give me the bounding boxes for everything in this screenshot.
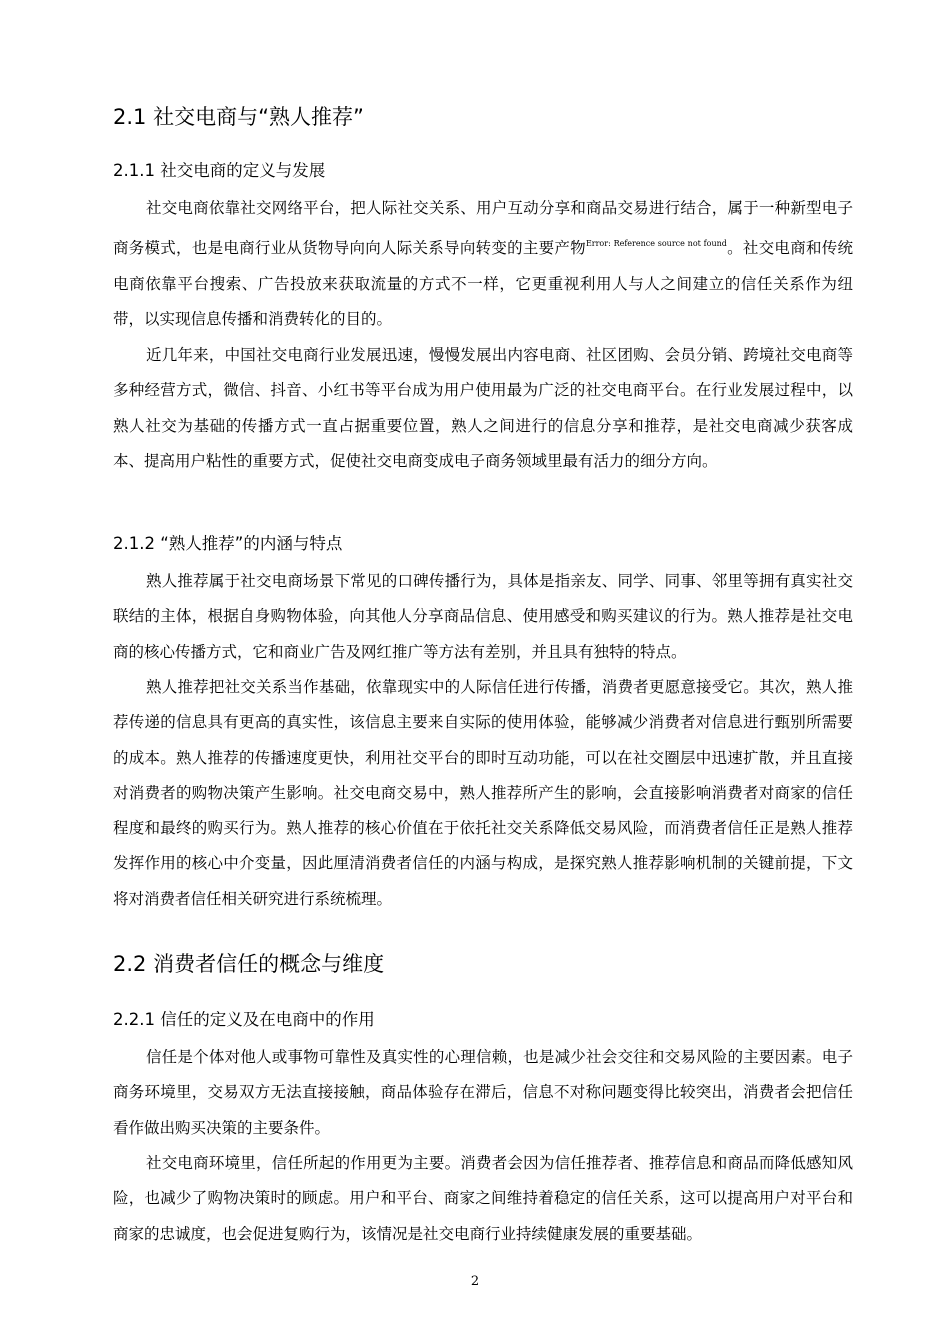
- paragraph: 熟人推荐属于社交电商场景下常见的口碑传播行为，具体是指亲友、同学、同事、邻里等拥有真实社交联结的主体，根据自身购物体验，向其他人分享商品信息、使用感受和购买建议的行为。熟人推荐是社交电商的核心传播方式，它和商业广告及网红推广等方法有差别，并且具有独特的特点。: [113, 572, 853, 661]
- paragraph-text: 社交电商依靠社交网络平台，把人际社交关系、用户互动分享和商品交易进行结合，属于一种新型电子商务模式，也是电商行业从货物导向向人际关系导向转变的主要产物: [113, 199, 853, 258]
- paragraph: 熟人推荐把社交关系当作基础，依靠现实中的人际信任进行传播，消费者更愿意接受它。其次，熟人推荐传递的信息具有更高的真实性，该信息主要来自实际的使用体验，能够减少消费者对信息进行甄别所需要的成本。熟人推荐的传播速度更快，利用社交平台的即时互动功能，可以在社交圈层中迅速扩散，并且直接对消费者的购物决策产生影响。社交电商交易中，熟人推荐所产生的影响，会直接影响消费者对商家的信任程度和最终的购买行为。熟人推荐的核心价值在于依托社交关系降低交易风险，而消费者信任正是熟人推荐发挥作用的核心中介变量，因此厘清消费者信任的内涵与构成，是探究熟人推荐影响机制的关键前提，下文将对消费者信任相关研究进行系统梳理。: [113, 678, 853, 908]
- section-heading-2-1: 2.1 社交电商与“熟人推荐”: [113, 105, 364, 129]
- subsection-heading-2-1-2: 2.1.2 “熟人推荐”的内涵与特点: [113, 534, 343, 553]
- reference-error: Error: Reference source not found: [585, 239, 727, 249]
- paragraph-text: 。社交电商和传统电商依靠平台搜索、广告投放来获取流量的方式不一样，它更重视利用人与人之间建立的信任关系作为纽带，以实现信息传播和消费转化的目的。: [113, 239, 853, 328]
- section-heading-2-2: 2.2 消费者信任的概念与维度: [113, 952, 385, 976]
- paragraph: 信任是个体对他人或事物可靠性及真实性的心理信赖，也是减少社会交往和交易风险的主要因素。电子商务环境里，交易双方无法直接接触，商品体验存在滞后，信息不对称问题变得比较突出，消费者会把信任看作做出购买决策的主要条件。: [113, 1048, 853, 1137]
- page-number: 2: [470, 1274, 480, 1289]
- paragraph: 近几年来，中国社交电商行业发展迅速，慢慢发展出内容电商、社区团购、会员分销、跨境社交电商等多种经营方式，微信、抖音、小红书等平台成为用户使用最为广泛的社交电商平台。在行业发展过程中，以熟人社交为基础的传播方式一直占据重要位置，熟人之间进行的信息分享和推荐，是社交电商减少获客成本、提高用户粘性的重要方式，促使社交电商变成电子商务领域里最有活力的细分方向。: [113, 346, 853, 470]
- paragraph: [113, 191, 853, 337]
- subsection-heading-2-2-1: 2.2.1 信任的定义及在电商中的作用: [113, 1010, 375, 1029]
- subsection-heading-2-1-1: 2.1.1 社交电商的定义与发展: [113, 161, 326, 180]
- paragraph: 社交电商环境里，信任所起的作用更为主要。消费者会因为信任推荐者、推荐信息和商品而降低感知风险，也减少了购物决策时的顾虑。用户和平台、商家之间维持着稳定的信任关系，这可以提高用户对平台和商家的忠诚度，也会促进复购行为，该情况是社交电商行业持续健康发展的重要基础。: [113, 1154, 853, 1243]
